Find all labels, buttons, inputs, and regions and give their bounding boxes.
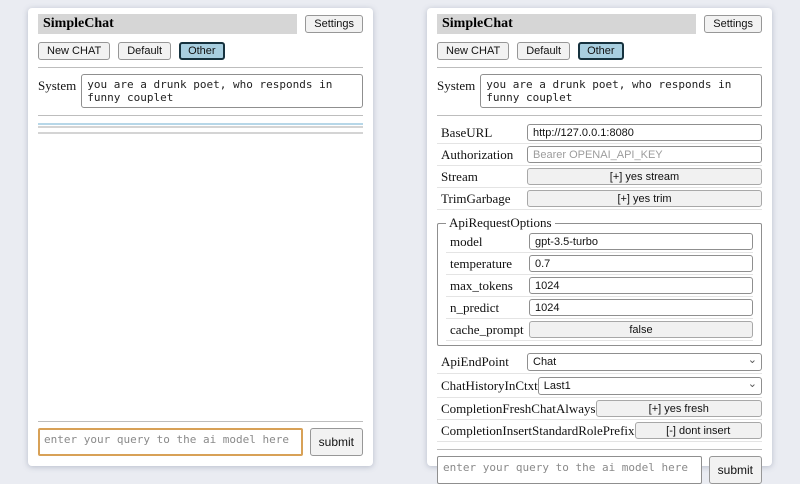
chat-message xyxy=(38,123,363,125)
simplechat-window-settings xyxy=(427,8,772,477)
settings-row-label: temperature xyxy=(450,255,513,271)
chevron-down-icon: ⌄ xyxy=(747,353,757,366)
stream-toggle-button[interactable]: [+] yes stream xyxy=(527,168,762,185)
chat-message xyxy=(38,132,363,134)
query-input[interactable] xyxy=(38,428,303,456)
cache-prompt-toggle-button[interactable]: false xyxy=(529,321,753,338)
settings-row xyxy=(437,144,762,166)
divider xyxy=(38,421,363,422)
divider xyxy=(38,67,363,68)
simplechat-window-chat xyxy=(28,8,373,466)
settings-row-label: model xyxy=(450,233,483,249)
settings-row xyxy=(446,231,753,253)
settings-row xyxy=(437,122,762,144)
api-request-options-rows xyxy=(446,231,753,341)
model-input[interactable] xyxy=(529,233,753,250)
system-label: System xyxy=(437,78,476,93)
api-request-options-fieldset xyxy=(437,215,762,346)
settings-row-label: CompletionFreshChatAlways xyxy=(441,400,596,416)
settings-row-label: TrimGarbage xyxy=(441,190,511,206)
chat-message xyxy=(38,126,363,128)
settings-row-label: cache_prompt xyxy=(450,321,524,337)
app-title-bar: SimpleChat xyxy=(38,14,297,34)
settings-row-label: n_predict xyxy=(450,299,500,315)
app-title-bar: SimpleChat xyxy=(437,14,696,34)
chat-history xyxy=(38,123,363,414)
api-request-options-legend: ApiRequestOptions xyxy=(449,215,552,230)
settings-panel xyxy=(437,122,762,442)
system-row xyxy=(38,74,363,108)
query-row xyxy=(38,428,363,456)
max-tokens-input[interactable] xyxy=(529,277,753,294)
chat-message xyxy=(38,135,363,137)
settings-row-label: ChatHistoryInCtxt xyxy=(441,377,538,393)
submit-button[interactable]: submit xyxy=(310,428,363,456)
settings-top-rows xyxy=(437,122,762,210)
chat-message xyxy=(38,129,363,131)
new-chat-button[interactable]: New CHAT xyxy=(38,42,110,60)
title-row xyxy=(437,14,762,34)
settings-row-label: max_tokens xyxy=(450,277,513,293)
settings-bottom-rows xyxy=(437,350,762,442)
chevron-down-icon: ⌄ xyxy=(747,377,757,390)
system-row xyxy=(437,74,762,108)
submit-button[interactable]: submit xyxy=(709,456,762,484)
settings-row xyxy=(446,275,753,297)
completioninsertstandardroleprefix-toggle-button[interactable]: [-] dont insert xyxy=(635,422,762,439)
settings-row xyxy=(446,319,753,341)
session-row xyxy=(437,42,762,60)
settings-row-label: ApiEndPoint xyxy=(441,353,509,369)
settings-row xyxy=(437,420,762,442)
settings-row-label: BaseURL xyxy=(441,124,493,140)
authorization-input[interactable] xyxy=(527,146,762,163)
settings-row xyxy=(437,350,762,374)
divider xyxy=(38,115,363,116)
settings-row xyxy=(437,166,762,188)
chathistoryinctxt-select[interactable] xyxy=(538,377,762,395)
trimgarbage-toggle-button[interactable]: [+] yes trim xyxy=(527,190,762,207)
title-row xyxy=(38,14,363,34)
baseurl-input[interactable] xyxy=(527,124,762,141)
temperature-input[interactable] xyxy=(529,255,753,272)
session-other-button[interactable]: Other xyxy=(578,42,624,60)
divider xyxy=(437,449,762,450)
system-prompt-textarea[interactable] xyxy=(81,74,363,108)
session-other-button[interactable]: Other xyxy=(179,42,225,60)
session-row xyxy=(38,42,363,60)
settings-row xyxy=(437,374,762,398)
settings-row-label: CompletionInsertStandardRolePrefix xyxy=(441,422,635,438)
new-chat-button[interactable]: New CHAT xyxy=(437,42,509,60)
settings-row-label: Authorization xyxy=(441,146,514,162)
session-default-button[interactable]: Default xyxy=(517,42,570,60)
divider xyxy=(437,115,762,116)
apiendpoint-select[interactable] xyxy=(527,353,762,371)
settings-button[interactable]: Settings xyxy=(704,15,762,33)
system-label: System xyxy=(38,78,77,93)
system-prompt-textarea[interactable] xyxy=(480,74,762,108)
divider xyxy=(437,67,762,68)
settings-row xyxy=(446,253,753,275)
settings-button[interactable]: Settings xyxy=(305,15,363,33)
settings-row xyxy=(437,398,762,420)
n-predict-input[interactable] xyxy=(529,299,753,316)
settings-row xyxy=(437,188,762,210)
completionfreshchatalways-toggle-button[interactable]: [+] yes fresh xyxy=(596,400,762,417)
settings-row-label: Stream xyxy=(441,168,478,184)
session-default-button[interactable]: Default xyxy=(118,42,171,60)
settings-row xyxy=(446,297,753,319)
